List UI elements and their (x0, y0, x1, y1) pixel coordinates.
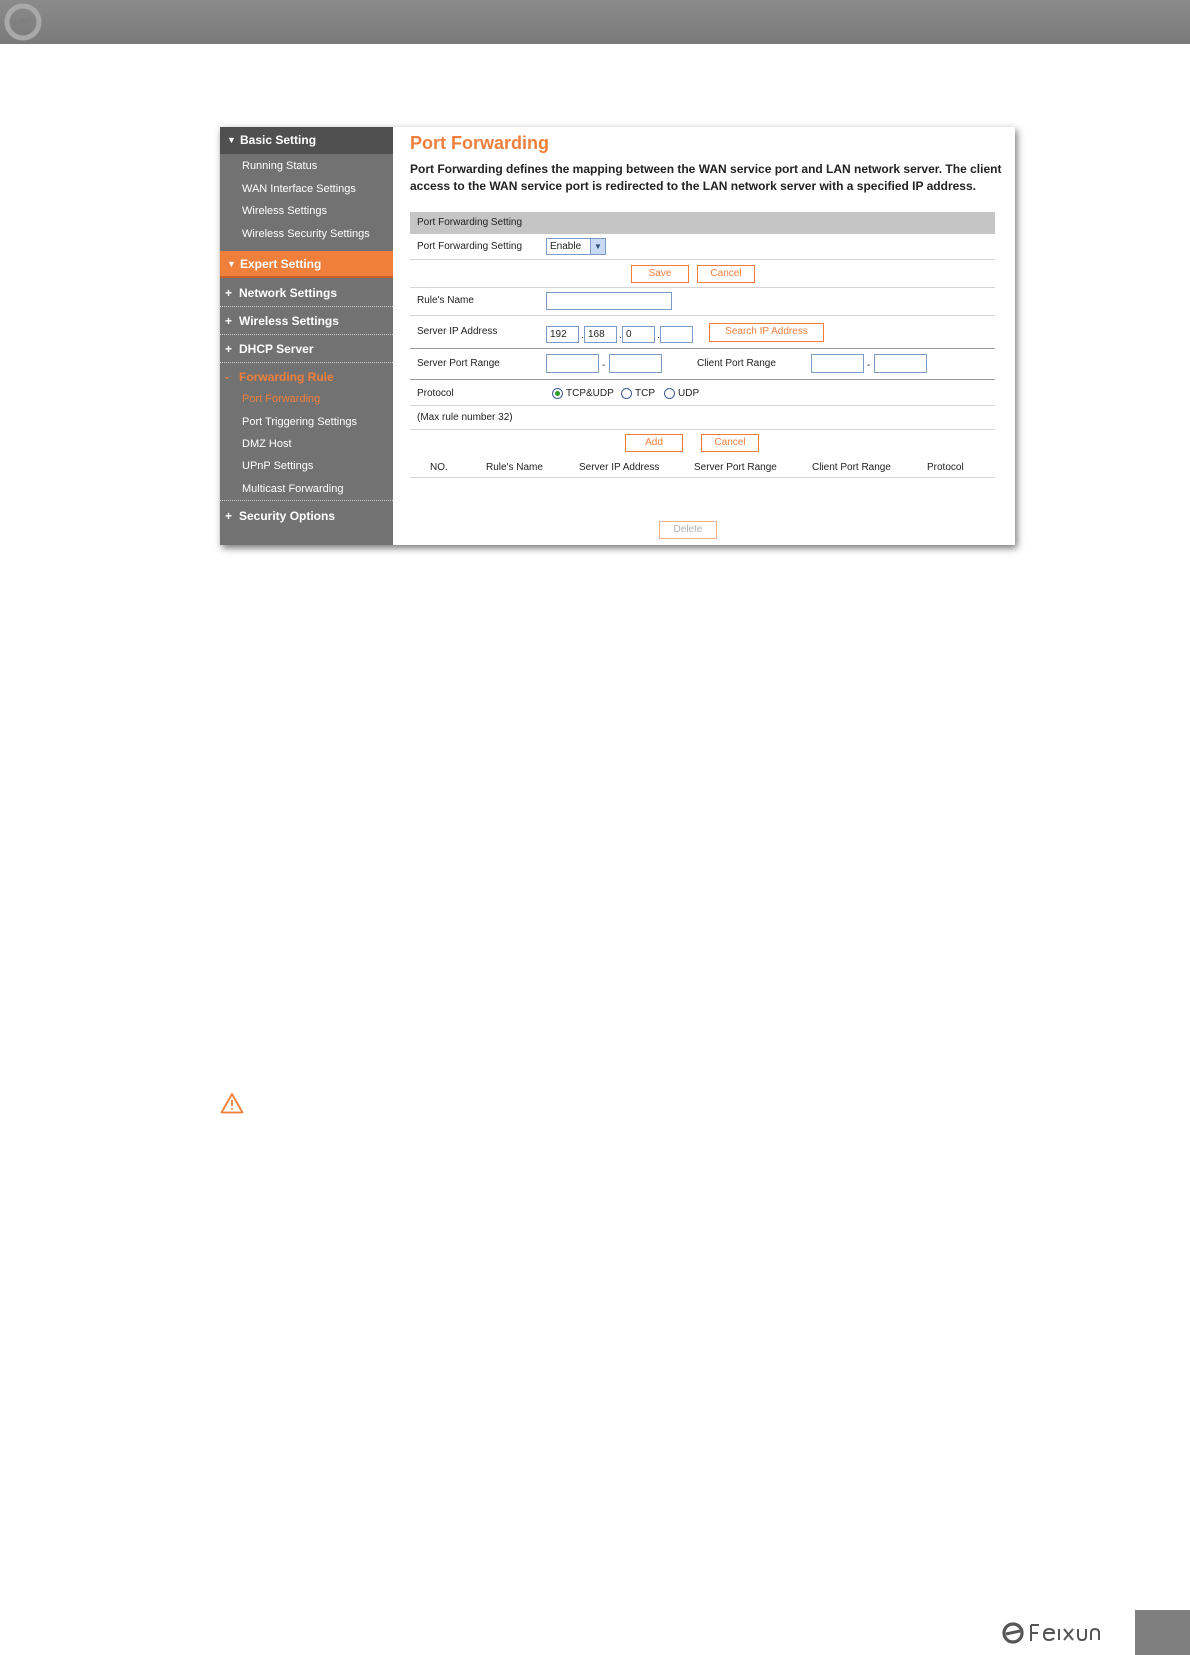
client-port-start[interactable] (811, 354, 864, 373)
table-header-protocol: Protocol (927, 462, 964, 473)
server-port-end[interactable] (609, 354, 662, 373)
sidebar-section-security[interactable] (220, 502, 393, 530)
collapse-sign: - (225, 370, 229, 384)
sidebar-section-dhcp[interactable] (220, 335, 393, 363)
add-button[interactable]: Add (625, 434, 683, 452)
sidebar-section-label: Forwarding Rule (239, 370, 334, 384)
sidebar-section-forwarding[interactable] (220, 363, 393, 391)
ip-dot: . (657, 330, 660, 341)
sidebar-item-upnp[interactable]: UPnP Settings (242, 460, 314, 472)
ip-dot: . (581, 330, 584, 341)
sidebar-expert-setting[interactable] (220, 251, 393, 278)
ip-octet-2[interactable]: 168 (584, 326, 617, 343)
radio-tcpudp-label: TCP&UDP (566, 388, 614, 399)
pf-setting-select[interactable] (546, 238, 606, 255)
divider (410, 315, 995, 316)
feixun-brand-logo (1001, 1620, 1105, 1646)
page-title: Port Forwarding (410, 133, 549, 153)
radio-udp[interactable] (664, 388, 675, 399)
sidebar-item-dmz-host[interactable]: DMZ Host (242, 438, 292, 450)
radio-tcp[interactable] (621, 388, 632, 399)
expand-sign: + (225, 509, 233, 523)
triangle-down-icon: ▼ (227, 135, 236, 145)
cancel-button[interactable]: Cancel (697, 265, 755, 283)
table-header-server-port: Server Port Range (694, 462, 777, 473)
sidebar-item-wan-interface[interactable]: WAN Interface Settings (242, 183, 356, 195)
section-header: Port Forwarding Setting (410, 212, 995, 234)
ip-octet-3[interactable]: 0 (622, 326, 655, 343)
ip-dot: . (619, 330, 622, 341)
sidebar-section-network[interactable] (220, 279, 393, 307)
range-dash: - (602, 360, 606, 371)
radio-udp-label: UDP (678, 388, 700, 399)
sidebar-item-port-triggering[interactable]: Port Triggering Settings (242, 416, 357, 428)
warning-icon (220, 1092, 244, 1114)
range-dash: - (867, 360, 871, 371)
client-port-label: Client Port Range (697, 358, 776, 369)
rule-name-input[interactable] (546, 292, 672, 310)
client-port-end[interactable] (874, 354, 927, 373)
rule-name-label: Rule's Name (417, 295, 474, 306)
radio-tcp-label: TCP (635, 388, 655, 399)
server-port-label: Server Port Range (417, 358, 500, 369)
expand-sign: + (225, 314, 233, 328)
cancel-button-2[interactable]: Cancel (701, 434, 759, 452)
delete-button[interactable]: Delete (659, 521, 717, 539)
sidebar-section-label: Network Settings (239, 286, 338, 300)
ip-octet-4[interactable] (660, 326, 693, 343)
sidebar-item-wireless-settings[interactable]: Wireless Settings (242, 205, 327, 217)
router-ui-screenshot (220, 127, 1015, 545)
page-header-band (0, 0, 1190, 44)
sidebar-basic-label: Basic Setting (240, 133, 317, 147)
sidebar-item-multicast[interactable]: Multicast Forwarding (220, 478, 393, 501)
divider (410, 379, 995, 380)
table-header-server-ip: Server IP Address (579, 462, 660, 473)
sidebar-section-wireless[interactable] (220, 307, 393, 335)
sidebar-section-label: DHCP Server (239, 342, 314, 356)
max-rule-note: (Max rule number 32) (417, 412, 513, 423)
protocol-label: Protocol (417, 388, 454, 399)
divider (410, 405, 995, 406)
server-port-start[interactable] (546, 354, 599, 373)
expand-sign: + (225, 286, 233, 300)
sidebar-expert-label: Expert Setting (240, 257, 322, 271)
radio-tcpudp[interactable] (552, 388, 563, 399)
table-header-client-port: Client Port Range (812, 462, 891, 473)
ip-octet-1[interactable]: 192 (546, 326, 579, 343)
pf-setting-value: Enable (550, 241, 582, 252)
sidebar-basic-setting[interactable] (220, 127, 393, 154)
main-content (393, 127, 1015, 545)
divider (410, 287, 995, 288)
chevron-down-icon[interactable]: ▼ (590, 239, 605, 254)
divider (410, 429, 995, 430)
sidebar (220, 127, 393, 545)
table-header-rule-name: Rule's Name (486, 462, 543, 473)
search-ip-button[interactable]: Search IP Address (709, 323, 824, 342)
sidebar-section-label: Wireless Settings (239, 314, 339, 328)
server-ip-label: Server IP Address (417, 326, 498, 337)
divider (410, 348, 995, 349)
divider (410, 477, 995, 478)
save-button[interactable]: Save (631, 265, 689, 283)
page-description: Port Forwarding defines the mapping between the WAN service port and LAN network server. The client access to the WAN service port is redirected to the LAN network server with a specified IP address. (410, 162, 1002, 193)
pf-setting-label: Port Forwarding Setting (417, 241, 523, 252)
divider (410, 259, 995, 260)
sidebar-item-wireless-security[interactable]: Wireless Security Settings (242, 228, 370, 240)
page-number-tab (1135, 1610, 1190, 1655)
expand-sign: + (225, 342, 233, 356)
triangle-down-icon: ▼ (227, 259, 236, 269)
table-header-no: NO. (430, 462, 448, 473)
sidebar-item-running-status[interactable]: Running Status (242, 160, 318, 172)
sidebar-item-port-forwarding[interactable]: Port Forwarding (242, 393, 321, 405)
sidebar-section-label: Security Options (239, 509, 336, 523)
feixun-logo-icon (4, 3, 42, 41)
